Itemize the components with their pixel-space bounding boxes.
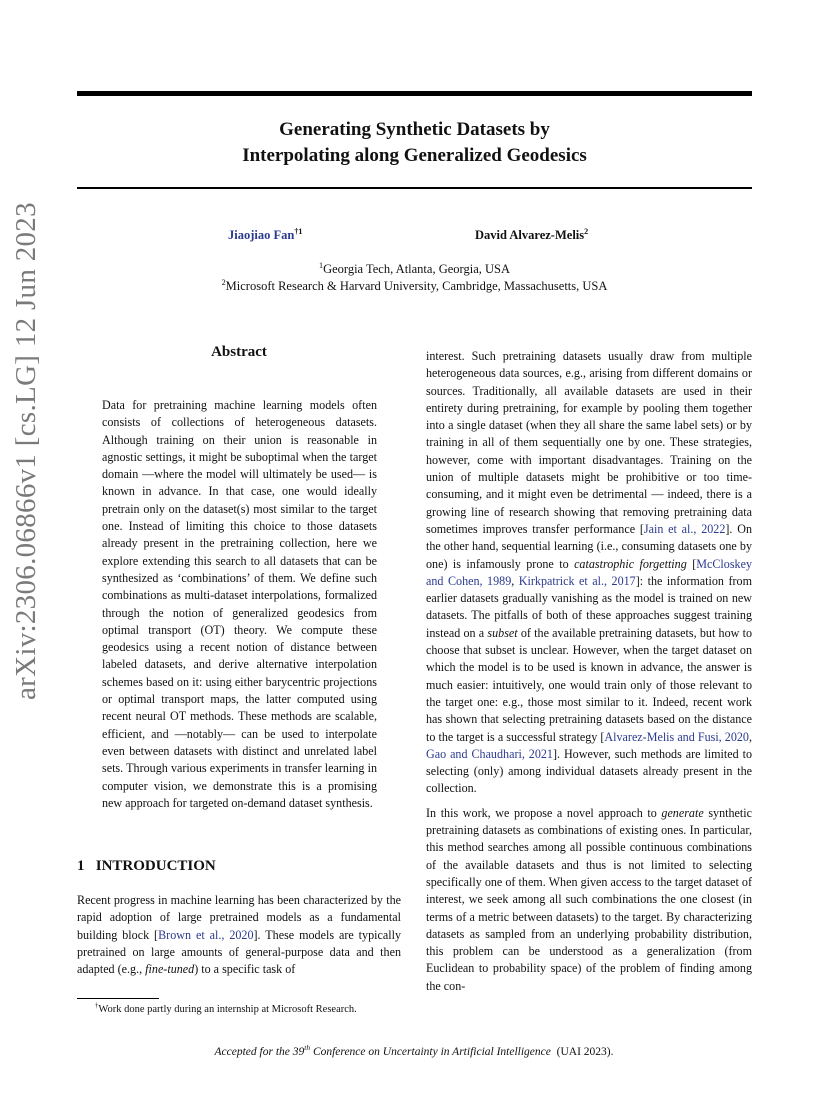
paper-title <box>77 117 752 169</box>
footer-accepted-post: Conference on Uncertainty in Artificial Intelligence <box>310 1046 551 1058</box>
citation-link[interactable]: Alvarez-Melis and Fusi, 2020 <box>604 729 749 744</box>
page-footer <box>0 1043 828 1058</box>
affiliation-1-text: Georgia Tech, Atlanta, Georgia, USA <box>323 262 510 276</box>
right-paragraph-2 <box>426 805 752 995</box>
author-1[interactable] <box>228 228 302 243</box>
rc-emphasis: generate <box>661 805 704 820</box>
arxiv-identifier: arXiv:2306.06866v1 [cs.LG] 12 Jun 2023 <box>10 202 42 700</box>
rc-text: ]. On the other hand, sequential learning (i.e., consuming datasets one by one) is infamously prone to <box>426 521 752 571</box>
footnote-mark: † <box>95 1002 99 1010</box>
section-heading-introduction <box>77 858 216 875</box>
section-number: 1 <box>77 858 85 874</box>
footnote <box>95 1004 357 1015</box>
author-1-sup: †1 <box>294 226 303 236</box>
abstract-body: Data for pretraining machine learning models often consists of collections of heterogeneous datasets. Although training on their union is reasonable in agnostic settings, it might be suboptimal when the target domain —where the model will ultimately be used— is known in advance. In that case, one would ideally pretrain only on the dataset(s) most similar to the target one. Instead of limiting this choice to those datasets already present in the pretraining collection, here we explore extending this search to all datasets that can be synthesized as ‘combinations’ of them. We define such combinations as multi-dataset interpolations, formalized through the notion of generalized geodesics from optimal transport (OT) theory. We compute these geodesics using a recent notion of distance between labeled datasets, and derive alternative interpolation schemes based on it: using either barycentric projections or optimal transport maps, the latter computed using recent neural OT methods. These methods are scalable, efficient, and —notably— can be used to interpolate even between datasets with distinct and unrelated label sets. Through various experiments in transfer learning in computer vision, we demonstrate this is a promising new approach for targeted on-demand dataset synthesis. <box>102 398 377 810</box>
rc-text: interest. Such pretraining datasets usually draw from multiple heterogeneous data sources, e.g., arising from different domains or sources. Traditionally, all available datasets are used in their entirety during pretraining, for example by pooling them together into a single dataset (when they all share the same label sets) or by training in all of them sequentially one by one. These strategies, however, come with important disadvantages. Training on the union of multiple datasets might be prohibitive or too time-consuming, and it might even be detrimental — indeed, there is a growing line of research showing that removing pretraining data sometimes improves transfer performance [ <box>426 349 752 536</box>
section-title: INTRODUCTION <box>95 858 216 874</box>
rc-text: In this work, we propose a novel approach to <box>426 805 662 820</box>
citation-link[interactable]: McCloskey and Cohen, 1989 <box>426 556 752 588</box>
author-2-sup: 2 <box>584 226 589 236</box>
right-column <box>426 348 752 995</box>
affiliation-2-sup: 2 <box>221 277 226 287</box>
footnote-rule <box>77 998 159 999</box>
citation-link[interactable]: Kirkpatrick et al., 2017 <box>518 573 636 588</box>
rc-emphasis: catastrophic forgetting <box>574 556 687 571</box>
affiliations <box>77 261 752 295</box>
rc-text: synthetic pretraining datasets as combinations of existing ones. In particular, this method searches among all possible continuous combinations of the available datasets and thus is not limited to selecting specifically one of them. When given access to the target dataset of interest, we seek among all such combinations the one closest (in terms of a metric between datasets) to the target. By characterizing datasets as sampled from an underlying probability distribution, this problem can be understood as a generalization (from Euclidean to probability space) of the problem of finding among the con- <box>426 805 752 993</box>
intro-text-a: Recent progress in machine learning has been characterized by the rapid adoption of large pretrained models as a fundamental building block [ <box>77 893 401 942</box>
author-2-name: David Alvarez-Melis <box>475 228 585 242</box>
rc-text: , <box>748 729 752 744</box>
citation-link[interactable]: Gao and Chaudhari, 2021 <box>426 746 553 761</box>
rc-text: [ <box>686 556 697 571</box>
title-line-2: Interpolating along Generalized Geodesics <box>242 145 587 166</box>
abstract-heading: Abstract <box>211 344 267 360</box>
rc-text: , <box>511 573 519 588</box>
arxiv-sidebar <box>10 202 42 700</box>
affiliation-2-text: Microsoft Research & Harvard University, Cambridge, Massachusetts, USA <box>225 279 608 293</box>
author-2 <box>475 228 588 243</box>
intro-text-c: ) to a specific task of <box>194 962 296 977</box>
rc-text: of the available pretraining datasets, but how to choose that subset is unclear. However, when the target dataset on which the model is to be used is known in advance, the answer is much easier: intuitively, one would train only of those relevant to the target one: e.g., those most similar to it. Indeed, recent work has shown that selecting pretraining datasets based on the distance to the target is a successful strategy [ <box>426 625 752 744</box>
rc-text: ]: the information from earlier datasets gradually vanishing as the model is trained on new datasets. The pitfalls of both of these approaches suggest training instead on a <box>426 573 752 640</box>
intro-emphasis: fine-tuned <box>145 962 195 977</box>
footer-accepted <box>214 1043 551 1058</box>
affiliation-1 <box>77 261 752 278</box>
intro-text-b: ]. These models are typically pretrained on large amounts of general-purpose data and then adapted (e.g., <box>77 927 401 977</box>
footer-accepted-pre: Accepted for the 39 <box>214 1046 305 1058</box>
citation-link[interactable]: Brown et al., 2020 <box>158 927 254 942</box>
footer-accepted-sup: th <box>304 1043 311 1053</box>
citation-link[interactable]: Jain et al., 2022 <box>643 521 726 536</box>
affiliation-1-sup: 1 <box>319 260 324 270</box>
right-paragraph-1 <box>426 348 752 798</box>
rc-text: ]. However, such methods are limited to selecting (only) among individual datasets already present in the collection. <box>426 746 752 796</box>
intro-paragraph <box>77 892 401 978</box>
title-line-1: Generating Synthetic Datasets by <box>279 119 550 140</box>
title-rule <box>77 187 752 189</box>
affiliation-2 <box>77 278 752 295</box>
rc-emphasis: subset <box>487 625 518 640</box>
footer-venue: (UAI 2023). <box>556 1046 614 1058</box>
top-rule <box>77 91 752 96</box>
author-1-name[interactable]: Jiaojiao Fan <box>228 228 295 242</box>
footnote-text: Work done partly during an internship at Microsoft Research. <box>98 1004 357 1015</box>
